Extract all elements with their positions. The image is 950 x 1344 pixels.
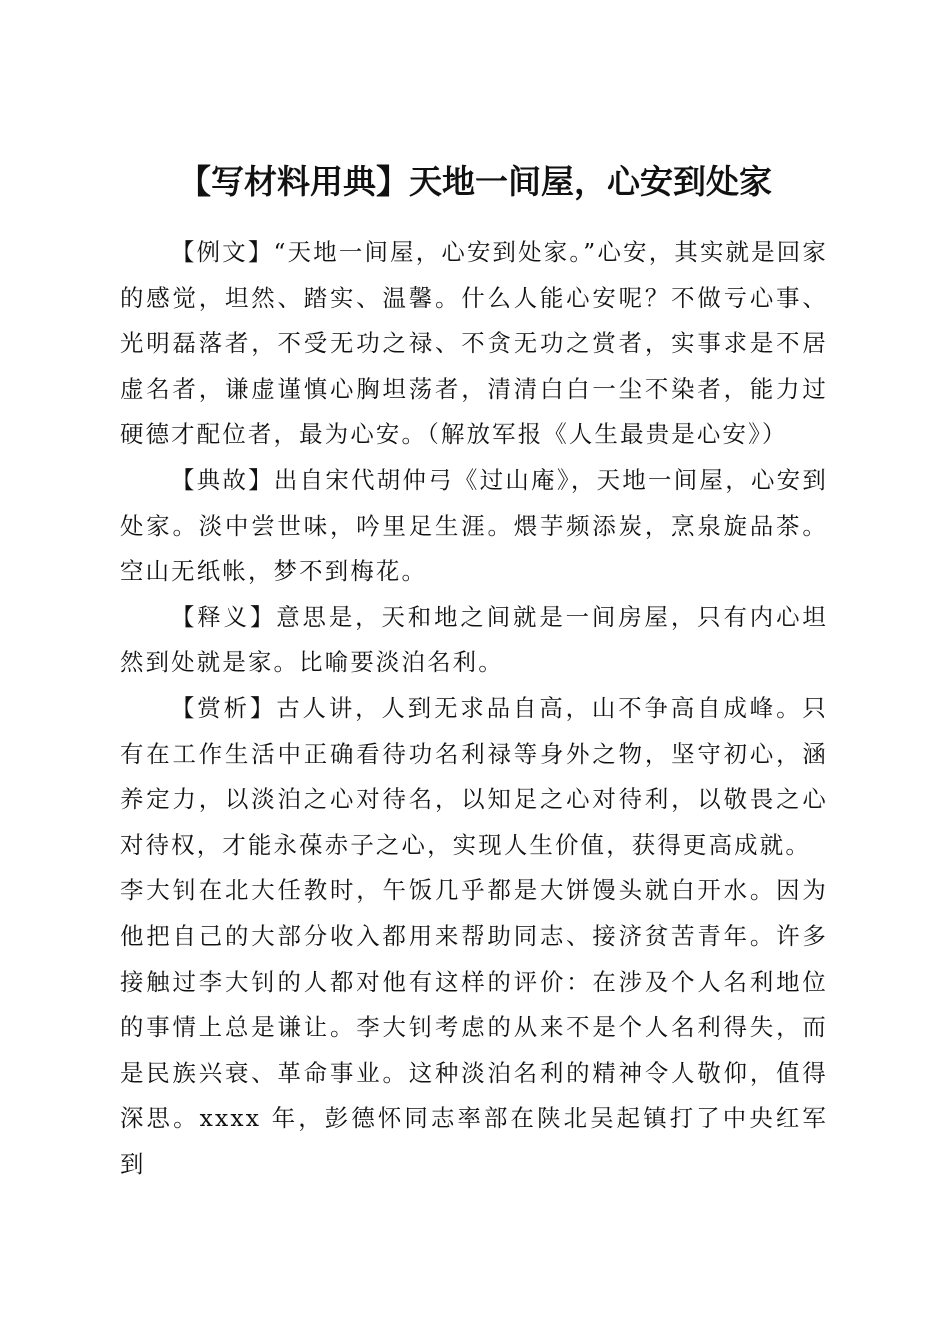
paragraph-analysis [120, 686, 828, 868]
paragraph-continuation: 李大钊在北大任教时，午饭几乎都是大饼馒头就白开水。因为他把自己的大部分收入都用来帮助同志、接济贫苦青年。许多接触过李大钊的人都对他有这样的评价：在涉及个人名利地位的事情上总是谦让。李大钊考虑的从来不是个人名利得失，而是民族兴衰、革命事业。这种淡泊名利的精神令人敬仰，值得深思。xxxx 年，彭德怀同志率部在陕北吴起镇打了中央红军到 [120, 876, 828, 1178]
document-title: 【写材料用典】天地一间屋，心安到处家 [178, 162, 772, 202]
paragraph-text-meaning: 意思是，天和地之间就是一间房屋，只有内心坦然到处就是家。比喻要淡泊名利。 [120, 602, 828, 677]
paragraph-text-example: “天地一间屋，心安到处家。”心安，其实就是回家的感觉，坦然、踏实、温馨。什么人能心安呢？不做亏心事、光明磊落者，不受无功之禄、不贪无功之赏者，实事求是不居虚名者，谦虚谨慎心胸坦荡者，清清白白一尘不染者，能力过硬德才配位者，最为心安。（解放军报《人生最贵是心安》） [120, 238, 828, 449]
paragraph-text-allusion: 出自宋代胡仲弓《过山庵》，天地一间屋，心安到处家。淡中尝世味，吟里足生涯。煨芋频添炭，烹泉旋品茶。空山无纸帐，梦不到梅花。 [120, 465, 828, 586]
section-tag-example: 【例文】 [171, 238, 274, 266]
section-tag-meaning: 【释义】 [171, 602, 277, 631]
paragraph-example [120, 230, 828, 458]
section-tag-analysis: 【赏析】 [171, 693, 277, 722]
paragraph-allusion [120, 458, 828, 595]
document-body [120, 230, 828, 1187]
paragraph-text-analysis: 古人讲，人到无求品自高，山不争高自成峰。只有在工作生活中正确看待功名利禄等身外之物，坚守初心，涵养定力，以淡泊之心对待名，以知足之心对待利，以敬畏之心对待权，才能永葆赤子之心，实现人生价值，获得更高成就。 [120, 693, 828, 859]
paragraph-meaning [120, 595, 828, 686]
section-tag-allusion: 【典故】 [171, 465, 274, 494]
